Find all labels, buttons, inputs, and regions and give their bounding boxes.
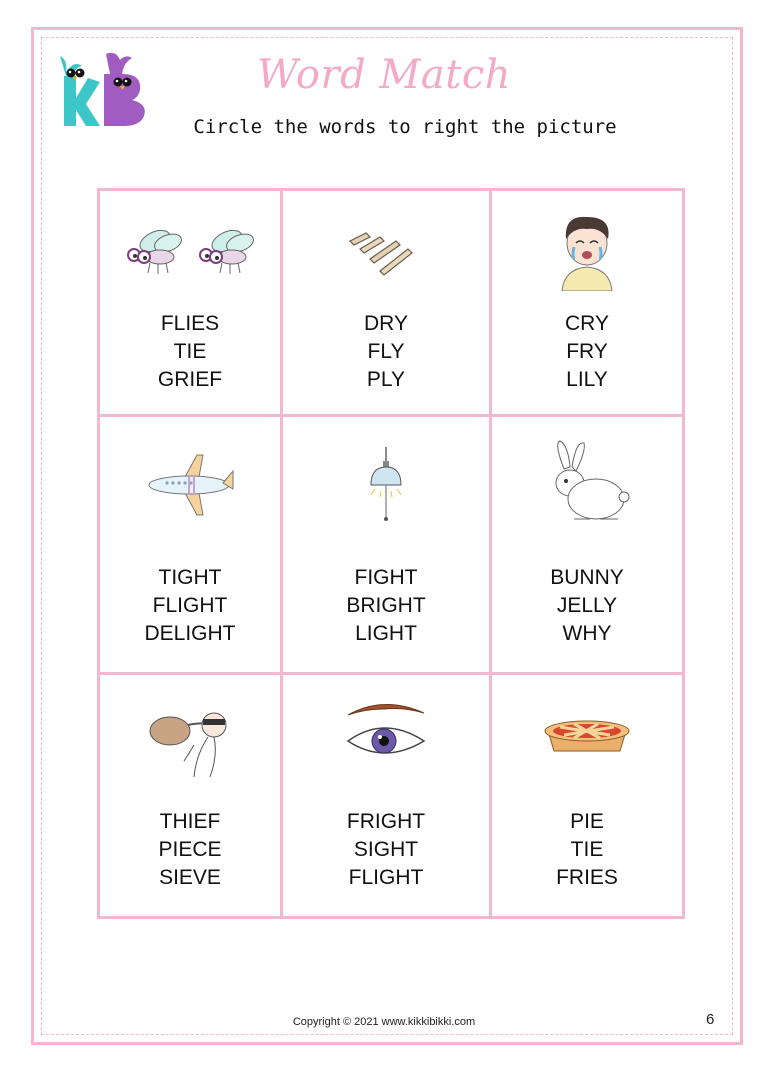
word-list (492, 564, 682, 648)
word-list (283, 564, 489, 648)
crying-boy-icon (552, 209, 622, 291)
pie-icon (540, 711, 634, 755)
flies-icon (120, 219, 260, 279)
match-cell (492, 191, 682, 414)
word-option[interactable]: LILY (566, 368, 608, 391)
word-list (100, 564, 280, 648)
match-cell (492, 675, 682, 916)
match-cell (283, 417, 489, 672)
word-option[interactable]: TIE (570, 838, 604, 861)
word-list (283, 808, 489, 892)
wood-planks-icon (346, 227, 426, 277)
word-option[interactable]: WHY (562, 622, 612, 645)
word-list (283, 310, 489, 394)
word-option[interactable]: FLIGHT (152, 594, 228, 617)
word-option[interactable]: DRY (364, 312, 408, 335)
bunny-icon (544, 439, 630, 525)
word-option[interactable]: FLIGHT (348, 866, 424, 889)
page-number: 6 (706, 1011, 715, 1028)
match-cell (283, 191, 489, 414)
ceiling-lamp-icon (361, 447, 411, 523)
word-list (492, 310, 682, 394)
word-option[interactable]: THIEF (159, 810, 221, 833)
word-list (100, 808, 280, 892)
match-cell (492, 417, 682, 672)
match-cell (283, 675, 489, 916)
word-option[interactable]: SIEVE (159, 866, 221, 889)
word-option[interactable]: PIE (570, 810, 604, 833)
word-option[interactable]: PIECE (158, 838, 222, 861)
word-option[interactable]: TIGHT (158, 566, 222, 589)
word-option[interactable]: TIE (173, 340, 207, 363)
match-cell (100, 675, 280, 916)
word-option[interactable]: BRIGHT (346, 594, 426, 617)
thief-icon (148, 705, 232, 779)
eye-icon (344, 701, 428, 763)
airplane-icon (145, 453, 235, 517)
word-option[interactable]: FLY (367, 340, 405, 363)
word-option[interactable]: FIGHT (354, 566, 418, 589)
word-option[interactable]: BUNNY (550, 566, 624, 589)
match-cell (100, 417, 280, 672)
word-option[interactable]: SIGHT (353, 838, 419, 861)
word-list (100, 310, 280, 394)
word-option[interactable]: CRY (565, 312, 609, 335)
word-list (492, 808, 682, 892)
word-option[interactable]: GRIEF (157, 368, 223, 391)
word-option[interactable]: DELIGHT (144, 622, 236, 645)
word-option[interactable]: JELLY (556, 594, 618, 617)
word-option[interactable]: FLIES (160, 312, 220, 335)
instruction-text: Circle the words to right the picture (193, 116, 617, 138)
match-cell (100, 191, 280, 414)
word-option[interactable]: FRIGHT (346, 810, 426, 833)
word-option[interactable]: FRIES (556, 866, 618, 889)
word-option[interactable]: LIGHT (355, 622, 417, 645)
copyright-footer: Copyright © 2021 www.kikkibikki.com (292, 1016, 476, 1028)
word-option[interactable]: PLY (366, 368, 406, 391)
word-option[interactable]: FRY (566, 340, 608, 363)
page-title: Word Match (257, 52, 511, 98)
